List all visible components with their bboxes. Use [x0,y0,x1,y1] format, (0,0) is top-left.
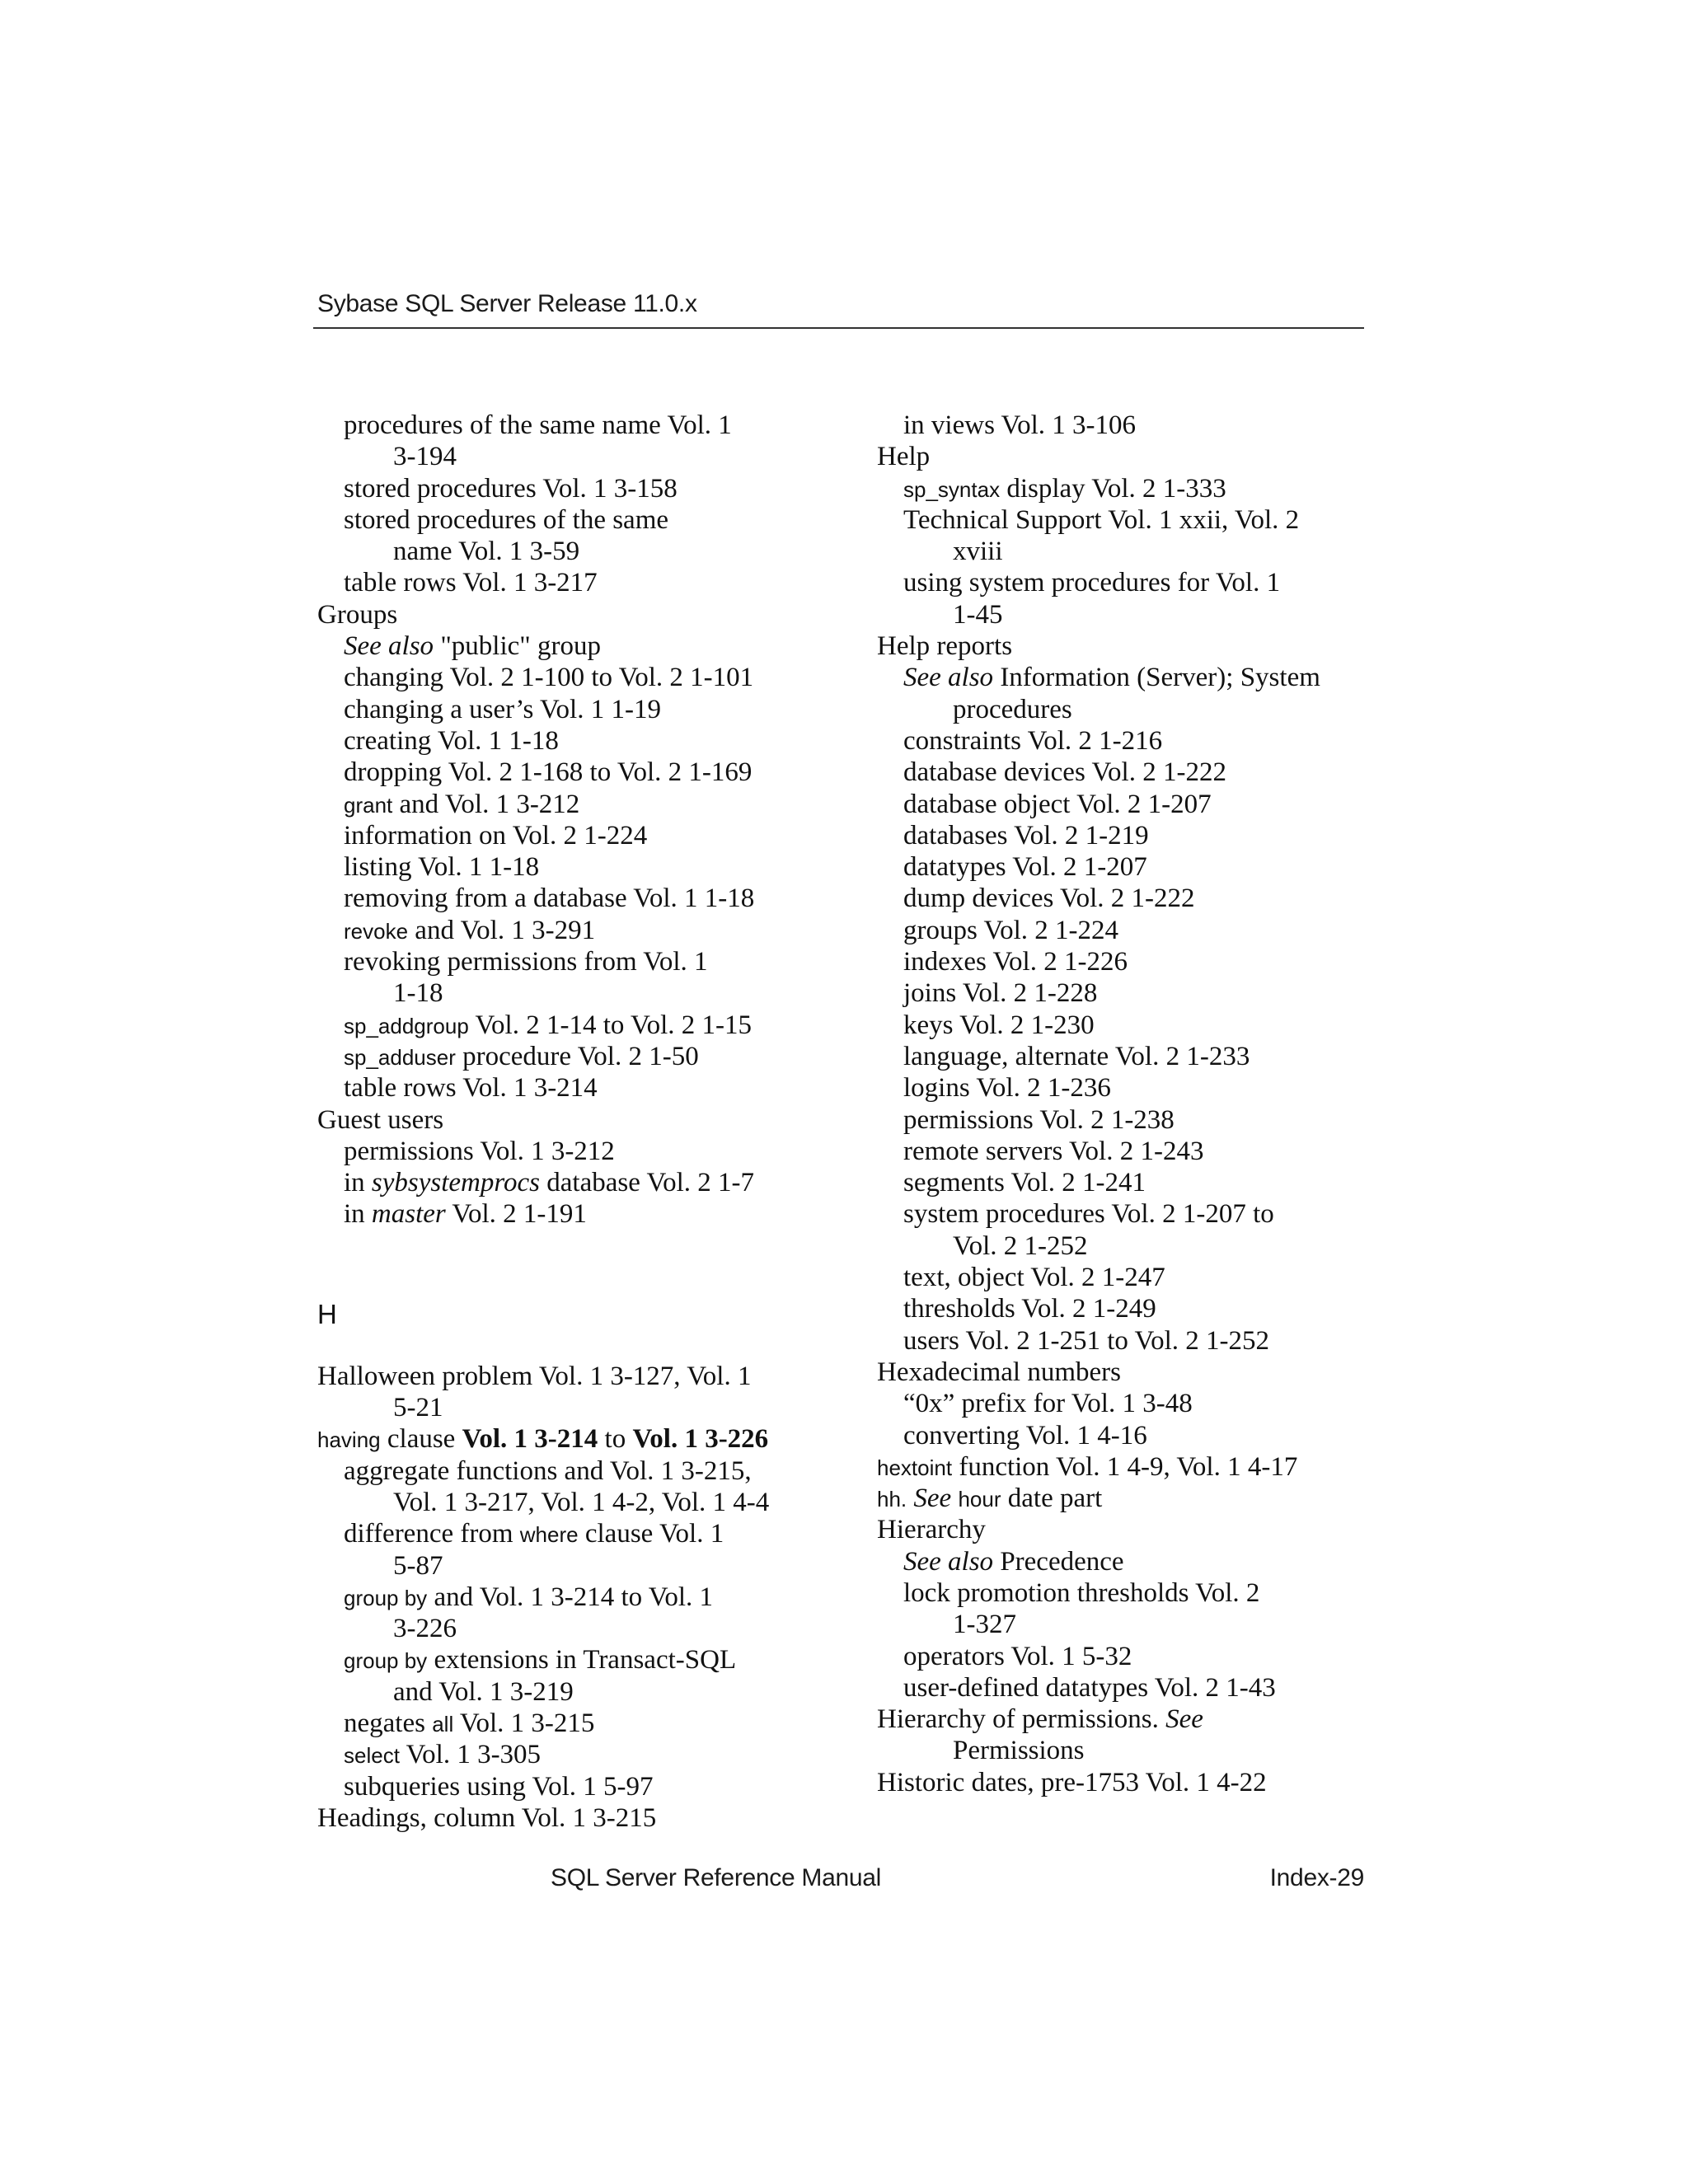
entry-text: to [598,1424,633,1455]
code-term: all [432,1711,454,1736]
index-entry: user-defined datatypes Vol. 2 1-43 [903,1672,1276,1703]
index-entry: constraints Vol. 2 1-216 [903,725,1163,756]
index-entry [317,789,828,820]
page-number: Index-29 [1269,1864,1364,1891]
code-term: sp_syntax [903,476,1001,502]
see-also-label: See also [903,663,994,693]
index-entry: table rows Vol. 1 3-214 [344,1073,598,1104]
index-entry: subqueries using Vol. 1 5-97 [344,1771,654,1802]
index-entry-continuation: xviii [953,537,1003,567]
code-term: having [317,1427,381,1453]
index-entry: groups Vol. 2 1-224 [903,915,1118,945]
index-entry-continuation: procedures [953,694,1072,724]
code-term: hextoint [877,1455,953,1480]
entry-text: extensions in Transact-SQL [427,1645,737,1675]
index-main-entry: Help [877,442,931,472]
entry-text: Vol. 2 1-14 to Vol. 2 1-15 [468,1010,753,1040]
index-main-entry: Hexadecimal numbers [877,1357,1121,1387]
entry-text: Vol. 1 3-215 [453,1708,595,1738]
index-main-entry [877,1483,1388,1514]
index-entry: stored procedures Vol. 1 3-158 [344,473,678,504]
index-entry: listing Vol. 1 1-18 [344,852,540,883]
index-entry: system procedures Vol. 2 1-207 to [903,1199,1274,1230]
entry-text: date part [1001,1483,1103,1514]
see-also-label: See also [903,1546,994,1577]
code-term: group by [344,1648,428,1674]
code-term: hour [958,1487,1001,1512]
index-entry: remote servers Vol. 2 1-243 [903,1136,1204,1166]
index-entry: aggregate functions and Vol. 1 3-215, [344,1455,752,1486]
see-also-label: See also [344,631,434,662]
index-main-entry: Historic dates, pre-1753 Vol. 1 4-22 [877,1767,1267,1797]
entry-text: function Vol. 1 4-9, Vol. 1 4-17 [952,1451,1298,1482]
entry-text: clause [380,1424,462,1455]
index-entry-continuation: 5-87 [393,1550,443,1581]
entry-text: in [344,1199,372,1230]
entry-text: procedure Vol. 2 1-50 [455,1041,699,1071]
header-rule [313,327,1364,329]
index-entry: changing Vol. 2 1-100 to Vol. 2 1-101 [344,663,754,693]
code-term: hh. [877,1487,907,1512]
entry-text: Information (Server); System [993,663,1320,693]
index-entry: Technical Support Vol. 1 xxii, Vol. 2 [903,504,1300,535]
index-entry [317,1518,828,1549]
index-entry: table rows Vol. 1 3-217 [344,568,598,598]
index-entry: “0x” prefix for Vol. 1 3-48 [903,1389,1193,1419]
index-entry-continuation: 1-18 [393,978,443,1009]
index-entry: language, alternate Vol. 2 1-233 [903,1041,1250,1071]
entry-text: and Vol. 1 3-214 to Vol. 1 [427,1582,714,1612]
index-entry-continuation: 1-45 [953,599,1003,630]
entry-text: "public" group [434,631,601,662]
code-term: select [344,1743,400,1769]
code-term: grant [344,792,393,818]
index-entry [877,1546,1388,1577]
entry-text: and Vol. 1 3-291 [408,915,596,945]
index-entry: thresholds Vol. 2 1-249 [903,1294,1156,1324]
code-term: group by [344,1585,428,1610]
index-entry: dropping Vol. 2 1-168 to Vol. 2 1-169 [344,757,753,788]
see-label: See [1165,1704,1203,1735]
index-entry: permissions Vol. 2 1-238 [903,1104,1175,1135]
bold-reference: Vol. 1 3-214 [462,1424,598,1455]
italic-term: sybsystemprocs [371,1168,540,1198]
index-entry [317,1582,828,1613]
index-entry: indexes Vol. 2 1-226 [903,947,1128,977]
running-header: Sybase SQL Server Release 11.0.x [317,290,697,317]
entry-text: Vol. 1 3-305 [399,1740,542,1770]
entry-text: negates [344,1708,433,1738]
index-main-entry [877,1451,1388,1483]
entry-text: in [344,1168,372,1198]
index-entry [317,1167,828,1198]
entry-text: display Vol. 2 1-333 [1000,473,1226,504]
index-entry: joins Vol. 2 1-228 [903,978,1098,1009]
index-main-entry: Headings, column Vol. 1 3-215 [317,1802,657,1833]
entry-text: Precedence [993,1546,1124,1577]
index-entry-continuation: Vol. 1 3-217, Vol. 1 4-2, Vol. 1 4-4 [393,1487,770,1517]
index-entry-continuation: 5-21 [393,1393,443,1423]
index-entry [317,915,828,946]
index-entry-continuation: Vol. 2 1-252 [953,1230,1088,1261]
index-column-right [877,410,1388,1798]
index-main-entry [877,1704,1388,1735]
index-entry: in views Vol. 1 3-106 [903,410,1137,440]
entry-text: clause Vol. 1 [578,1519,724,1549]
index-entry: database object Vol. 2 1-207 [903,789,1212,819]
index-entry-continuation: 1-327 [953,1610,1016,1640]
entry-text: Vol. 2 1-191 [445,1199,587,1230]
code-term: sp_addgroup [344,1013,469,1038]
index-entry-continuation: 3-194 [393,442,457,472]
entry-text: and Vol. 1 3-212 [392,789,580,819]
index-main-entry: Help reports [877,631,1013,662]
index-entry: procedures of the same name Vol. 1 [344,410,732,440]
index-entry: segments Vol. 2 1-241 [903,1168,1146,1198]
index-entry: dump devices Vol. 2 1-222 [903,883,1195,914]
index-main-entry: Groups [317,599,398,630]
index-entry: revoking permissions from Vol. 1 [344,947,708,977]
index-entry [317,1739,828,1770]
index-entry: creating Vol. 1 1-18 [344,725,559,756]
entry-text: database Vol. 2 1-7 [540,1168,754,1198]
index-entry: changing a user’s Vol. 1 1-19 [344,694,661,724]
index-entry [317,1010,828,1041]
section-gap [317,1336,828,1361]
section-letter-heading: H [317,1298,337,1329]
index-entry: operators Vol. 1 5-32 [903,1641,1132,1671]
index-entry: text, object Vol. 2 1-247 [903,1263,1165,1293]
see-label: See [907,1483,959,1514]
index-entry: database devices Vol. 2 1-222 [903,757,1226,788]
index-entry-continuation: name Vol. 1 3-59 [393,537,580,567]
index-entry-continuation: and Vol. 1 3-219 [393,1676,574,1707]
code-term: revoke [344,918,409,944]
index-entry [317,1198,828,1230]
index-main-entry: Hierarchy [877,1515,986,1545]
entry-text: difference from [344,1519,520,1549]
index-entry [317,1041,828,1072]
running-footer-title: SQL Server Reference Manual [551,1864,881,1891]
index-entry: logins Vol. 2 1-236 [903,1073,1111,1104]
index-entry: lock promotion thresholds Vol. 2 [903,1577,1260,1608]
index-main-entry: Guest users [317,1104,444,1135]
index-entry: databases Vol. 2 1-219 [903,820,1149,851]
bold-reference: Vol. 1 3-226 [632,1424,769,1455]
index-entry: converting Vol. 1 4-16 [903,1420,1147,1451]
index-entry [877,662,1388,693]
index-entry-continuation: Permissions [953,1736,1085,1766]
code-term: sp_adduser [344,1044,456,1070]
index-main-entry [317,1423,828,1455]
section-gap [317,1230,828,1293]
index-entry [877,473,1388,504]
index-entry: stored procedures of the same [344,504,669,535]
index-entry: removing from a database Vol. 1 1-18 [344,883,755,914]
entry-text: Hierarchy of permissions. [877,1704,1166,1735]
index-column-left [317,410,828,1834]
index-main-entry: Halloween problem Vol. 1 3-127, Vol. 1 [317,1361,752,1391]
index-entry: keys Vol. 2 1-230 [903,1010,1095,1040]
index-entry [317,1708,828,1739]
code-term: where [519,1522,579,1548]
index-entry: using system procedures for Vol. 1 [903,568,1281,598]
index-entry [317,1644,828,1675]
index-entry: information on Vol. 2 1-224 [344,820,648,851]
italic-term: master [371,1199,446,1230]
index-entry: permissions Vol. 1 3-212 [344,1136,615,1166]
index-entry: datatypes Vol. 2 1-207 [903,852,1147,883]
index-entry-continuation: 3-226 [393,1614,457,1644]
index-entry: users Vol. 2 1-251 to Vol. 2 1-252 [903,1325,1270,1356]
index-entry [317,630,828,662]
